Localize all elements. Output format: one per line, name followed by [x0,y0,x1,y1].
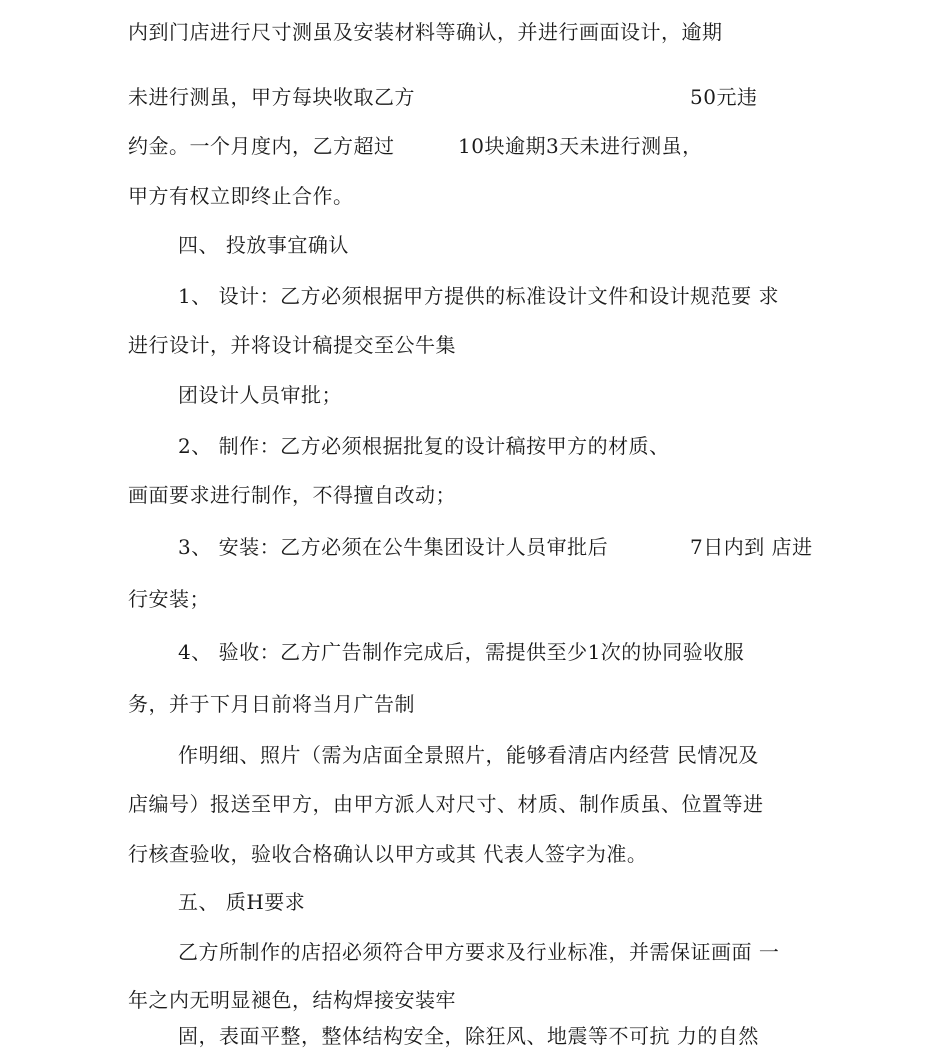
text-line: 画面要求进行制作，不得擅自改动； [128,483,456,507]
text-line: 行核查验收，验收合格确认以甲方或其 代表人签字为准。 [128,842,648,866]
text-line: 2、 制作：乙方必须根据批复的设计稿按甲方的材质、 [178,434,670,458]
text-line: 年之内无明显褪色，结构焊接安装牢 [128,988,456,1012]
text-line: 10块逾期3天未进行测虽， [458,134,703,158]
text-line: 团设计人员审批； [178,383,342,407]
text-line: 约金。一个月度内，乙方超过 [128,134,395,158]
text-line: 作明细、照片（需为店面全景照片，能够看清店内经营 民情况及 [178,743,759,767]
section-heading: 五、 质H要求 [178,890,306,914]
text-line: 3、 安装：乙方必须在公牛集团设计人员审批后 [178,535,609,559]
text-line: 务，并于下月日前将当月广告制 [128,692,415,716]
text-line: 1、 设计：乙方必须根据甲方提供的标准设计文件和设计规范要 求 [178,284,779,308]
text-line: 进行设计，并将设计稿提交至公牛集 [128,333,456,357]
text-line: 行安装； [128,587,210,611]
text-line: 4、 验收：乙方广告制作完成后，需提供至少1次的协同验收服 [178,640,745,664]
text-line: 乙方所制作的店招必须符合甲方要求及行业标准，并需保证画面 一 [178,940,780,964]
text-line: 甲方有权立即终止合作。 [128,184,354,208]
text-line: 未进行测虽，甲方每块收取乙方 [128,85,415,109]
text-line: 50元违 [690,85,758,109]
text-line: 固，表面平整，整体结构安全，除狂风、地震等不可抗 力的自然 [178,1024,759,1048]
text-line: 店编号）报送至甲方，由甲方派人对尺寸、材质、制作质虽、位置等进 [128,792,764,816]
text-line: 7日内到 店进 [690,535,813,559]
section-heading: 四、 投放事宜确认 [178,233,349,257]
text-line: 内到门店进行尺寸测虽及安装材料等确认，并进行画面设计，逾期 [128,20,723,44]
